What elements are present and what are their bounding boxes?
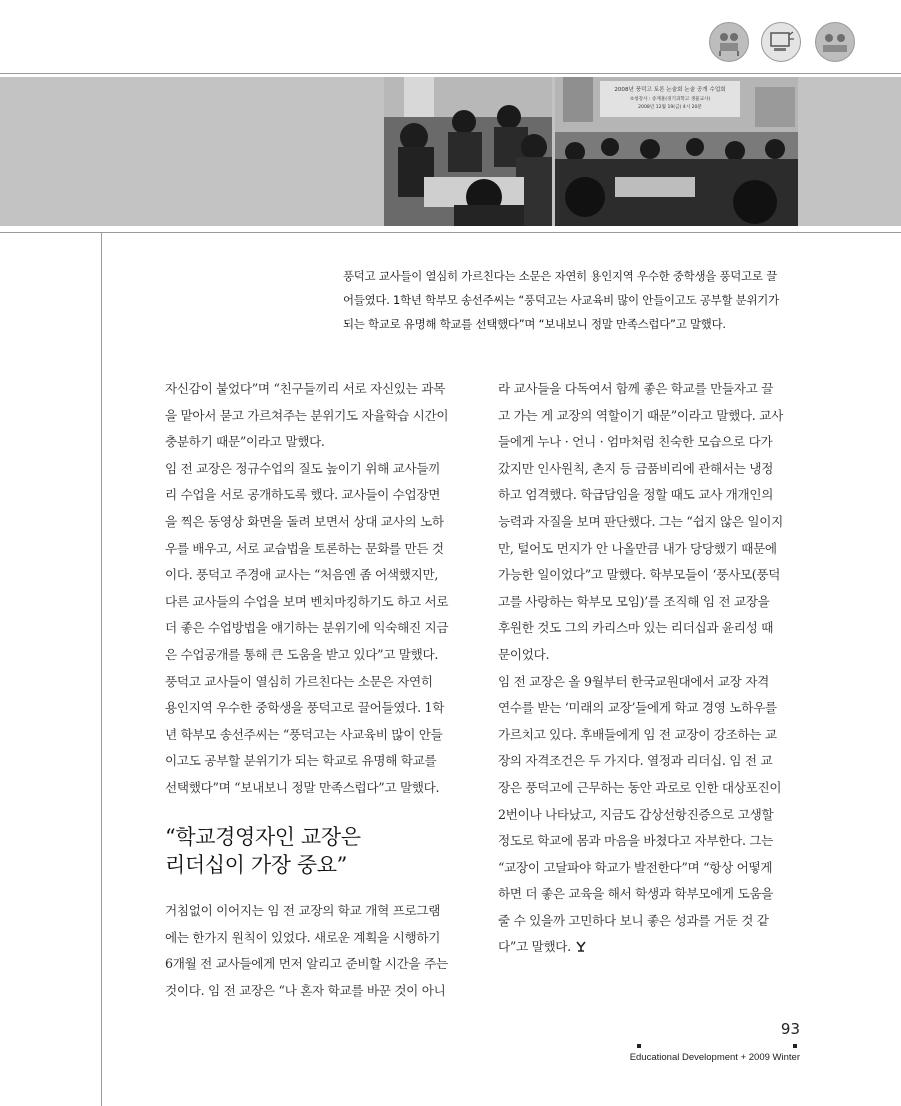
section-heading [165,823,361,879]
body-line: 리 수업을 서로 공개하도록 했다. 교사들이 수업장면 [165,487,441,503]
body-line-last [498,934,798,961]
body-line: 하고 엄격했다. 학급담임을 정할 때도 교사 개개인의 [498,487,774,503]
body-line: 거침없이 이어지는 임 전 교장의 학교 개혁 프로그램 [165,903,441,918]
body-line: 용인지역 우수한 중학생을 풍덕고로 끌어들였다. 1학 [165,700,445,716]
body-line: 2번이나 나타났고, 지금도 갑상선항진증으로 고생할 [498,806,774,822]
footer-publication: Educational Development + 2009 Winter [629,1052,800,1063]
left-margin-rule [101,233,102,1106]
body-line: 정도로 학교에 몸과 마음을 바쳤다고 자부한다. 그는 [498,833,774,849]
body-line: 을 맡아서 묻고 가르쳐주는 분위기도 자율학습 시간이 [165,407,449,423]
body-line: “교장이 고달파야 학교가 발전한다”며 “항상 어떻게 [498,859,773,875]
heading-line: “학교경영자인 교장은 [165,825,361,849]
body-line: 갔지만 인사원칙, 촌지 등 금품비리에 관해서는 냉정 [498,460,774,476]
body-line: 을 찍은 동영상 화면을 돌려 보면서 상대 교사의 노하 [165,513,444,529]
caption-line: 어들였다. 1학년 학부모 송선주씨는 “풍덕고는 사교육비 많이 안들이고도 공부할 분위기가 [343,293,779,307]
body-line: 문이었다. [498,646,550,662]
body-line: 이다. 풍덕고 주경애 교사는 “처음엔 좀 어색했지만, [165,567,439,583]
body-line-text: 다”고 말했다. [498,939,571,955]
heading-line: 리더십이 가장 중요” [165,853,347,877]
body-line: 만, 털어도 먼지가 안 나올만큼 내가 당당했기 때문에 [498,540,777,556]
classroom-photo-right [555,77,798,226]
body-line: 은 수업공개를 통해 큰 도움을 받고 있다”고 말했다. [165,646,439,662]
body-line: 고 가는 게 교장의 역할이기 때문”이라고 말했다. 교사 [498,407,783,423]
body-line: 이고도 공부할 분위기가 되는 학교로 유명해 학교를 [165,753,437,769]
body-line: 6개월 전 교사들에게 먼저 알리고 준비할 시간을 주는 [165,956,448,972]
body-line: 임 전 교장은 정규수업의 질도 높이기 위해 교사들끼 [165,460,441,476]
footer-mark-right [793,1044,797,1048]
body-line: 들에게 누나 · 언니 · 엄마처럼 친숙한 모습으로 다가 [498,434,773,450]
students-icon [815,22,855,62]
body-line: 것이다. 임 전 교장은 “나 혼자 학교를 바꾼 것이 아니 [165,982,446,998]
body-line: 연수를 받는 ‘미래의 교장’들에게 학교 경영 노하우를 [498,700,777,716]
body-line: 장은 풍덕고에 근무하는 동안 과로로 인한 대상포진이 [498,779,782,795]
photo-banner-line3: 2008년 12월 19(금) 4시 20분 [638,105,702,110]
body-line: 고를 사랑하는 학부모 모임)’를 조직해 임 전 교장을 [498,593,770,609]
body-line: 줄 수 있을까 고민하다 보니 좋은 성과를 거둔 것 같 [498,912,769,928]
caption-line: 되는 학교로 유명해 학교를 선택했다”며 “보내보니 정말 만족스럽다”고 말했다. [343,317,726,331]
photo-banner-line2: 초청강사 : 송재훈(경기과학고 생물교사) [629,97,711,102]
body-line: 임 전 교장은 올 9월부터 한국교원대에서 교장 자격 [498,673,769,689]
body-line: 자신감이 붙었다”며 “친구들끼리 서로 자신있는 과목 [165,381,445,396]
body-line: 충분하기 때문”이라고 말했다. [165,434,325,450]
body-line: 선택했다”며 “보내보니 정말 만족스럽다”고 말했다. [165,779,440,795]
body-line: 더 좋은 수업방법을 얘기하는 분위기에 익숙해진 지금 [165,620,449,636]
meeting-icon [709,22,749,62]
body-line: 년 학부모 송선주씨는 “풍덕고는 사교육비 많이 안들 [165,726,443,742]
article-column-left-2 [165,898,465,1004]
body-line: 가르치고 있다. 후배들에게 임 전 교장이 강조하는 교 [498,726,777,742]
end-mark-icon [575,935,587,962]
body-line: 능력과 자질을 보며 판단했다. 그는 “쉽지 않은 일이지 [498,513,783,529]
computer-icon [761,22,801,62]
body-line: 가능한 일이었다”고 말했다. 학부모들이 ‘풍사모(풍덕 [498,567,781,583]
body-line: 라 교사들을 다독여서 함께 좋은 학교를 만들자고 끌 [498,381,774,396]
header-bottom-rule [0,232,901,233]
body-line: 다른 교사들의 수업을 보며 벤치마킹하기도 하고 서로 [165,593,449,609]
photo-banner-line1: 2008년 풍덕고 토론 논술회 논술 공개 수업회 [614,87,726,93]
body-line: 풍덕고 교사들이 열심히 가르친다는 소문은 자연히 [165,673,433,689]
body-line: 우를 배우고, 서로 교습법을 토론하는 문화를 만든 것 [165,540,444,556]
photo-caption [343,264,803,336]
body-line: 에는 한가지 원칙이 있었다. 새로운 계획을 시행하기 [165,929,441,945]
article-column-right [498,376,798,961]
photo-banner [600,81,740,117]
classroom-photo-left [384,77,552,226]
page-number: 93 [780,1020,800,1038]
body-line: 하면 더 좋은 교육을 해서 학생과 학부모에게 도움을 [498,886,774,902]
header-top-rule [0,73,901,74]
footer-mark-left [637,1044,641,1048]
caption-line: 풍덕고 교사들이 열심히 가르친다는 소문은 자연히 용인지역 우수한 중학생을 풍덕고로 끌 [343,269,777,283]
body-line: 장의 자격조건은 두 가지다. 열정과 리더십. 임 전 교 [498,753,773,769]
body-line: 후원한 것도 그의 카리스마 있는 리더십과 윤리성 때 [498,620,774,636]
article-column-left [165,376,465,802]
